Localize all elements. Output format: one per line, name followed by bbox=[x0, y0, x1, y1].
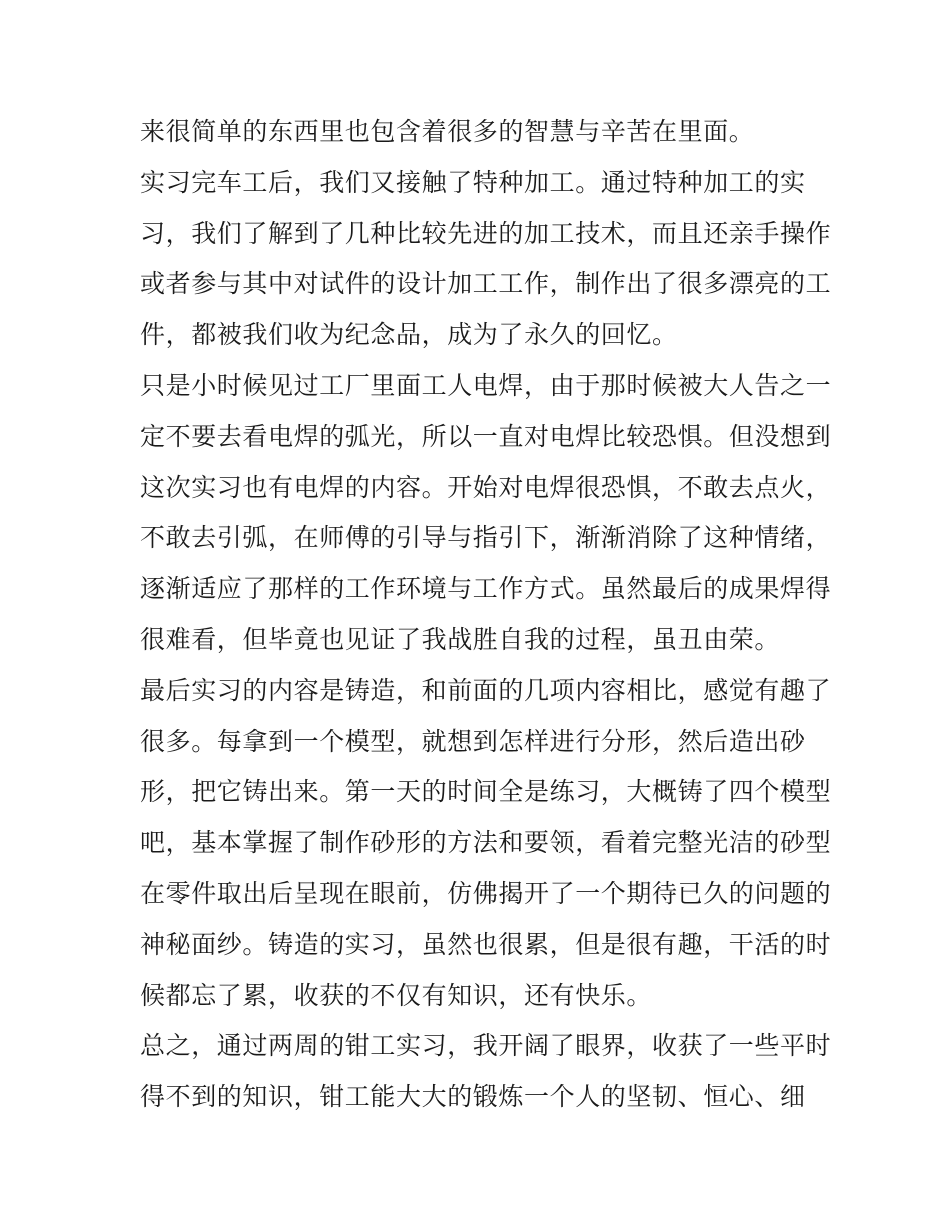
text-line: 很难看，但毕竟也见证了我战胜自我的过程，虽丑由荣。 bbox=[140, 624, 781, 654]
paragraph bbox=[140, 361, 832, 666]
text-line: 定不要去看电焊的弧光，所以一直对电焊比较恐惧。但没想到 bbox=[140, 421, 832, 451]
text-line: 形，把它铸出来。第一天的时间全是练习，大概铸了四个模型 bbox=[140, 777, 832, 807]
text-line: 吧，基本掌握了制作砂形的方法和要领，看着完整光洁的砂型 bbox=[140, 828, 832, 858]
text-line: 候都忘了累，收获的不仅有知识，还有快乐。 bbox=[140, 980, 653, 1010]
text-line: 这次实习也有电焊的内容。开始对电焊很恐惧，不敢去点火， bbox=[140, 472, 832, 502]
paragraph bbox=[140, 158, 832, 361]
paragraph bbox=[140, 666, 832, 1022]
text-line: 神秘面纱。铸造的实习，虽然也很累，但是很有趣，干活的时 bbox=[140, 929, 832, 959]
text-line: 不敢去引弧，在师傅的引导与指引下，渐渐消除了这种情绪， bbox=[140, 523, 832, 553]
text-line: 件，都被我们收为纪念品，成为了永久的回忆。 bbox=[140, 320, 678, 350]
paragraph bbox=[140, 1021, 832, 1123]
text-line: 实习完车工后，我们又接触了特种加工。通过特种加工的实 bbox=[140, 167, 806, 197]
document-body bbox=[140, 107, 832, 1123]
text-line: 来很简单的东西里也包含着很多的智慧与辛苦在里面。 bbox=[140, 117, 755, 146]
text-line: 逐渐适应了那样的工作环境与工作方式。虽然最后的成果焊得 bbox=[140, 574, 832, 604]
text-line: 在零件取出后呈现在眼前，仿佛揭开了一个期待已久的问题的 bbox=[140, 878, 832, 908]
text-line: 总之，通过两周的钳工实习，我开阔了眼界，收获了一些平时 bbox=[140, 1031, 832, 1061]
paragraph bbox=[140, 107, 820, 158]
text-line: 习，我们了解到了几种比较先进的加工技术，而且还亲手操作 bbox=[140, 218, 832, 248]
text-line: 或者参与其中对试件的设计加工工作，制作出了很多漂亮的工 bbox=[140, 269, 832, 299]
text-line: 很多。每拿到一个模型，就想到怎样进行分形，然后造出砂 bbox=[140, 726, 806, 756]
text-line: 最后实习的内容是铸造，和前面的几项内容相比，感觉有趣了 bbox=[140, 675, 832, 705]
text-line: 只是小时候见过工厂里面工人电焊，由于那时候被大人告之一 bbox=[140, 370, 832, 400]
text-line: 得不到的知识，钳工能大大的锻炼一个人的坚韧、恒心、细 bbox=[140, 1082, 806, 1112]
